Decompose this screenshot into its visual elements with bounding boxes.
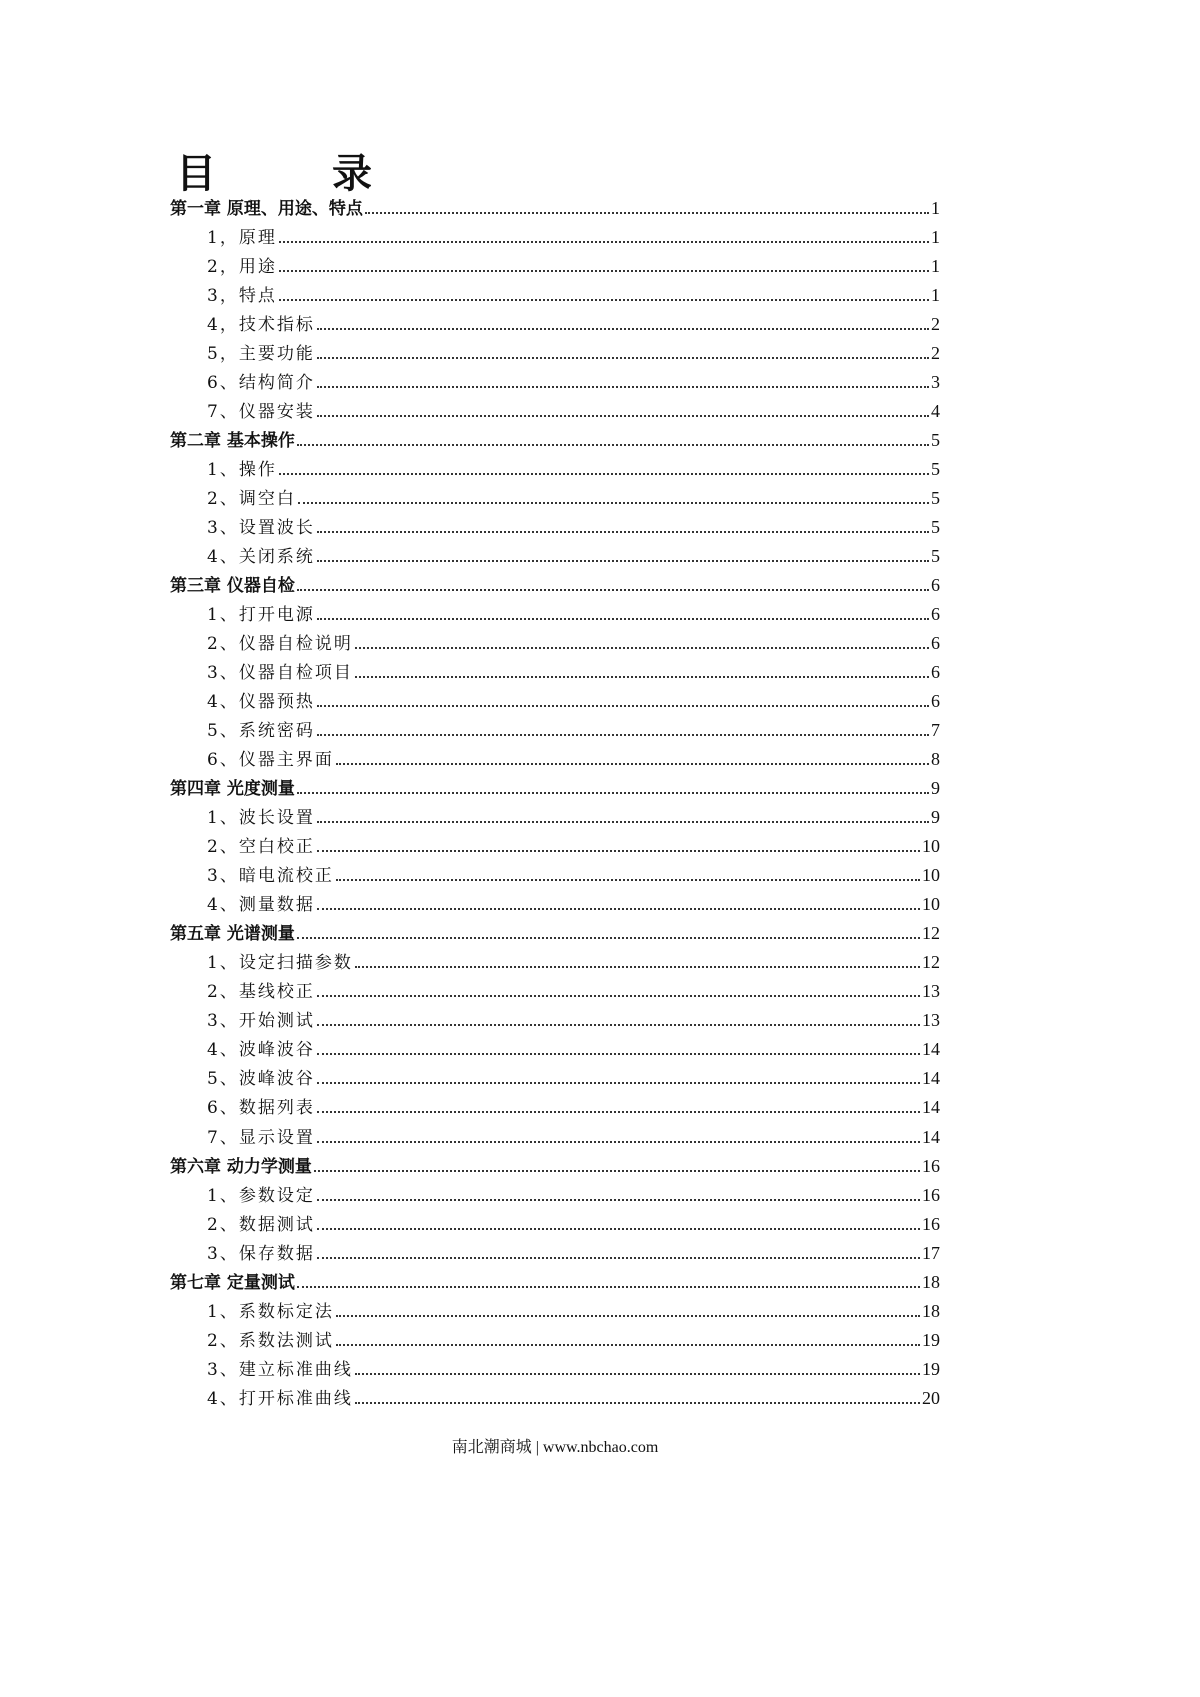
dot-leader <box>355 966 920 968</box>
toc-page-number: 13 <box>922 981 940 1002</box>
toc-section-entry[interactable] <box>170 397 940 426</box>
toc-entry-label: 5、波峰波谷 <box>207 1069 315 1090</box>
dot-leader <box>317 415 929 417</box>
toc-section-entry[interactable] <box>170 600 940 629</box>
toc-page-number: 18 <box>922 1271 940 1292</box>
dot-leader <box>317 357 929 359</box>
toc-entry-label: 第二章 基本操作 <box>170 431 295 452</box>
toc-page-number: 19 <box>922 1329 940 1350</box>
toc-section-entry[interactable] <box>170 1181 940 1210</box>
page-footer: 南北潮商城 | www.nbchao.com <box>451 1439 659 1456</box>
toc-page-number: 6 <box>931 691 940 712</box>
dot-leader <box>336 763 929 765</box>
dot-leader <box>336 1344 920 1346</box>
toc-entry-label: 4、仪器预热 <box>207 692 315 713</box>
dot-leader <box>336 1315 920 1317</box>
toc-entry-label: 3，特点 <box>207 286 277 307</box>
toc-entry-label: 3、设置波长 <box>207 518 315 539</box>
toc-page-number: 6 <box>931 604 940 625</box>
toc-page-number: 14 <box>922 1097 940 1118</box>
toc-entry-label: 2、调空白 <box>207 489 296 510</box>
toc-section-entry[interactable] <box>170 455 940 484</box>
toc-chapter-entry[interactable] <box>170 194 940 223</box>
dot-leader <box>355 647 929 649</box>
toc-entry-label: 4、波峰波谷 <box>207 1040 315 1061</box>
dot-leader <box>279 270 929 272</box>
toc-section-entry[interactable] <box>170 803 940 832</box>
dot-leader <box>297 589 929 591</box>
toc-entry-label: 第五章 光谱测量 <box>170 924 295 945</box>
toc-section-entry[interactable] <box>170 687 940 716</box>
toc-chapter-entry[interactable] <box>170 774 940 803</box>
toc-section-entry[interactable] <box>170 1355 940 1384</box>
toc-entry-label: 1、系数标定法 <box>207 1301 334 1322</box>
dot-leader <box>317 995 920 997</box>
dot-leader <box>317 850 920 852</box>
toc-page-number: 16 <box>922 1213 940 1234</box>
dot-leader <box>297 1286 920 1288</box>
toc-section-entry[interactable] <box>170 948 940 977</box>
dot-leader <box>317 1111 920 1113</box>
toc-section-entry[interactable] <box>170 832 940 861</box>
toc-page-number: 8 <box>931 749 940 770</box>
toc-chapter-entry[interactable] <box>170 1152 940 1181</box>
toc-page-number: 5 <box>931 459 940 480</box>
toc-entry-label: 第七章 定量测试 <box>170 1272 295 1293</box>
toc-entry-label: 3、开始测试 <box>207 1011 315 1032</box>
toc-section-entry[interactable] <box>170 977 940 1006</box>
toc-section-entry[interactable] <box>170 861 940 890</box>
dot-leader <box>365 212 929 214</box>
toc-section-entry[interactable] <box>170 1123 940 1152</box>
toc-entry-label: 1，原理 <box>207 228 277 249</box>
toc-entry-label: 4、关闭系统 <box>207 547 315 568</box>
dot-leader <box>297 937 920 939</box>
toc-section-entry[interactable] <box>170 716 940 745</box>
toc-entry-label: 3、仪器自检项目 <box>207 663 353 684</box>
toc-entry-label: 2、系数法测试 <box>207 1330 334 1351</box>
dot-leader <box>317 531 929 533</box>
toc-page-number: 17 <box>922 1242 940 1263</box>
dot-leader <box>317 908 920 910</box>
toc-entry-label: 1、波长设置 <box>207 808 315 829</box>
toc-page-number: 9 <box>931 807 940 828</box>
toc-section-entry[interactable] <box>170 745 940 774</box>
toc-page-number: 3 <box>931 372 940 393</box>
toc-page-number: 12 <box>922 923 940 944</box>
toc-page-number: 1 <box>931 227 940 248</box>
toc-section-entry[interactable] <box>170 658 940 687</box>
dot-leader <box>317 734 929 736</box>
toc-page-number: 4 <box>931 401 940 422</box>
toc-page-number: 10 <box>922 894 940 915</box>
toc-section-entry[interactable] <box>170 281 940 310</box>
toc-section-entry[interactable] <box>170 1384 940 1413</box>
toc-section-entry[interactable] <box>170 1064 940 1093</box>
toc-entry-label: 3、建立标准曲线 <box>207 1359 353 1380</box>
toc-page-number: 16 <box>922 1155 940 1176</box>
dot-leader <box>317 821 929 823</box>
dot-leader <box>355 1373 920 1375</box>
toc-entry-label: 6、仪器主界面 <box>207 750 334 771</box>
toc-section-entry[interactable] <box>170 1210 940 1239</box>
dot-leader <box>317 705 929 707</box>
toc-section-entry[interactable] <box>170 368 940 397</box>
toc-entry-label: 2，用途 <box>207 257 277 278</box>
toc-page-number: 10 <box>922 836 940 857</box>
toc-section-entry[interactable] <box>170 223 940 252</box>
toc-entry-label: 第六章 动力学测量 <box>170 1156 312 1177</box>
toc-page-number: 13 <box>922 1010 940 1031</box>
dot-leader <box>314 1170 920 1172</box>
toc-entry-label: 7、仪器安装 <box>207 402 315 423</box>
toc-page-number: 2 <box>931 343 940 364</box>
toc-entry-label: 1、设定扫描参数 <box>207 953 353 974</box>
toc-page-number: 12 <box>922 952 940 973</box>
toc-entry-label: 第四章 光度测量 <box>170 779 295 800</box>
toc-entry-label: 5，主要功能 <box>207 344 315 365</box>
dot-leader <box>317 1024 920 1026</box>
toc-page-number: 9 <box>931 778 940 799</box>
dot-leader <box>317 1199 920 1201</box>
toc-page-number: 1 <box>931 256 940 277</box>
dot-leader <box>317 1053 920 1055</box>
toc-section-entry[interactable] <box>170 1326 940 1355</box>
toc-page-number: 1 <box>931 198 940 218</box>
toc-page-number: 7 <box>931 720 940 741</box>
toc-section-entry[interactable] <box>170 1239 940 1268</box>
dot-leader <box>279 299 929 301</box>
toc-section-entry[interactable] <box>170 542 940 571</box>
toc-section-entry[interactable] <box>170 1035 940 1064</box>
toc-chapter-entry[interactable] <box>170 1268 940 1297</box>
toc-page-number: 14 <box>922 1068 940 1089</box>
dot-leader <box>297 444 929 446</box>
toc-entry-label: 4、打开标准曲线 <box>207 1388 353 1409</box>
dot-leader <box>279 473 929 475</box>
dot-leader <box>317 1228 920 1230</box>
toc-entry-label: 3、暗电流校正 <box>207 866 334 887</box>
toc-page-number: 2 <box>931 314 940 335</box>
dot-leader <box>317 1257 920 1259</box>
toc-entry-label: 第三章 仪器自检 <box>170 576 295 597</box>
toc-section-entry[interactable] <box>170 890 940 919</box>
dot-leader <box>355 676 929 678</box>
dot-leader <box>317 386 929 388</box>
toc-page-number: 5 <box>931 546 940 567</box>
toc-page-number: 6 <box>931 633 940 654</box>
toc-page-number: 14 <box>922 1039 940 1060</box>
toc-page-number: 1 <box>931 285 940 306</box>
toc-entry-label: 7、显示设置 <box>207 1127 315 1148</box>
toc-section-entry[interactable] <box>170 484 940 513</box>
toc-section-entry[interactable] <box>170 629 940 658</box>
toc-page-number: 16 <box>922 1184 940 1205</box>
toc-entry-label: 4、测量数据 <box>207 895 315 916</box>
dot-leader <box>355 1402 920 1404</box>
toc-entry-label: 2、数据测试 <box>207 1214 315 1235</box>
toc-page-number: 5 <box>931 430 940 451</box>
toc-page-number: 20 <box>922 1387 940 1408</box>
dot-leader <box>336 879 920 881</box>
toc-page-number: 5 <box>931 517 940 538</box>
dot-leader <box>317 1141 920 1143</box>
table-of-contents <box>170 194 940 1413</box>
toc-section-entry[interactable] <box>170 310 940 339</box>
toc-entry-label: 1、参数设定 <box>207 1185 315 1206</box>
dot-leader <box>298 502 929 504</box>
toc-page-number: 6 <box>931 575 940 596</box>
toc-entry-label: 6、结构简介 <box>207 373 315 394</box>
toc-section-entry[interactable] <box>170 252 940 281</box>
toc-chapter-entry[interactable] <box>170 426 940 455</box>
toc-chapter-entry[interactable] <box>170 571 940 600</box>
toc-section-entry[interactable] <box>170 513 940 542</box>
dot-leader <box>317 560 929 562</box>
toc-entry-label: 3、保存数据 <box>207 1243 315 1264</box>
dot-leader <box>297 792 929 794</box>
dot-leader <box>279 241 929 243</box>
toc-section-entry[interactable] <box>170 1093 940 1122</box>
toc-page-number: 5 <box>931 488 940 509</box>
toc-entry-label: 1、打开电源 <box>207 605 315 626</box>
toc-entry-label: 4，技术指标 <box>207 315 315 336</box>
toc-page-number: 10 <box>922 865 940 886</box>
toc-section-entry[interactable] <box>170 1006 940 1035</box>
toc-chapter-entry[interactable] <box>170 919 940 948</box>
toc-entry-label: 第一章 原理、用途、特点 <box>170 199 363 219</box>
toc-section-entry[interactable] <box>170 1297 940 1326</box>
dot-leader <box>317 1082 920 1084</box>
toc-page-number: 19 <box>922 1358 940 1379</box>
toc-entry-label: 6、数据列表 <box>207 1098 315 1119</box>
toc-section-entry[interactable] <box>170 339 940 368</box>
toc-page-number: 6 <box>931 662 940 683</box>
toc-page-number: 14 <box>922 1126 940 1147</box>
page-title: 目 录 <box>176 150 410 197</box>
toc-entry-label: 2、空白校正 <box>207 837 315 858</box>
toc-entry-label: 2、基线校正 <box>207 982 315 1003</box>
toc-entry-label: 5、系统密码 <box>207 721 315 742</box>
toc-page-number: 18 <box>922 1300 940 1321</box>
toc-entry-label: 1、操作 <box>207 460 277 481</box>
dot-leader <box>317 328 929 330</box>
dot-leader <box>317 618 929 620</box>
toc-entry-label: 2、仪器自检说明 <box>207 634 353 655</box>
